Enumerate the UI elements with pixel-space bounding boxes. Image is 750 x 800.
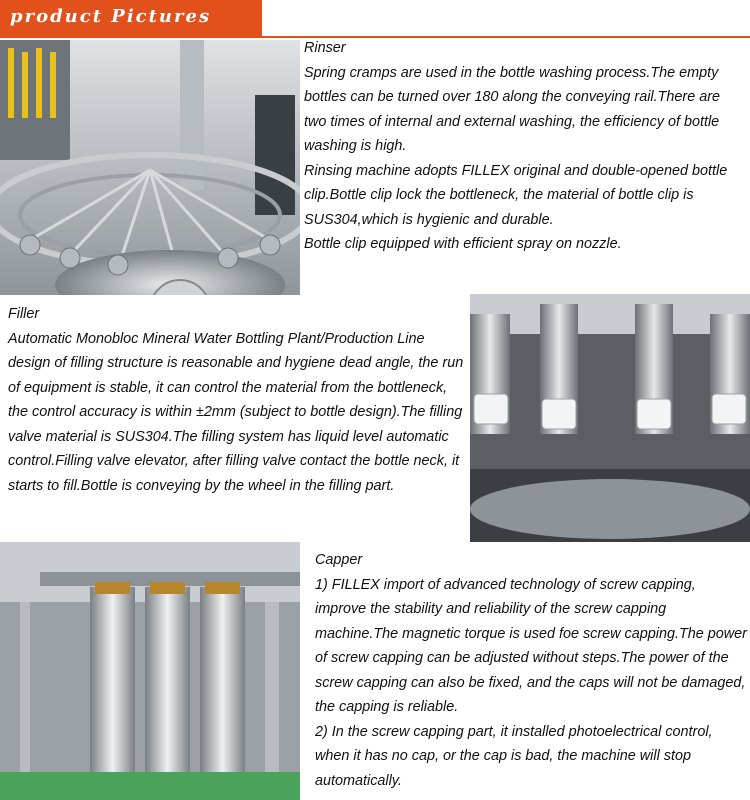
- page-title: product Pictures: [10, 6, 212, 27]
- header-tab: [0, 0, 262, 38]
- rinser-illustration: [0, 40, 300, 295]
- rinser-paragraph: Rinsing machine adopts FILLEX original and double-opened bottle clip.Bottle clip lock the bottleneck, the material of bottle clip is SUS304,which is hygienic and durable.: [304, 162, 728, 228]
- rinser-title: Rinser: [304, 40, 346, 56]
- filler-machine-photo: [470, 294, 750, 542]
- capper-paragraph: 2) In the screw capping part, it installed photoelectrical control, when it has no cap, or the cap is bad, the machine will stop automatically.: [315, 723, 713, 789]
- filler-paragraph: Automatic Monobloc Mineral Water Bottling Plant/Production Line design of filling structure is reasonable and hygiene dead angle, the run of equipment is stable, it can control the material from the bottleneck, the control accuracy is within ±2mm (subject to bottle design).The filling valve material is SUS304.The filling system has liquid level automatic control.Filling valve elevator, after filling valve contact the bottle neck, it starts to fill.Bottle is conveying by the wheel in the filling part.: [8, 330, 464, 494]
- filler-illustration: [470, 294, 750, 542]
- capper-machine-photo: [0, 542, 300, 800]
- rinser-paragraph: Spring cramps are used in the bottle washing process.The empty bottles can be turned over 180 along the conveying rail.There are two times of internal and external washing, the efficiency of bottle washing is high.: [304, 64, 720, 154]
- capper-paragraph: 1) FILLEX import of advanced technology of screw capping, improve the stability and reliability of the screw capping machine.The magnetic torque is used foe screw capping.The power of screw capping can be adjusted without steps.The power of the screw capping can also be fixed, and the caps will not be damaged, the capping is reliable.: [315, 576, 747, 715]
- rinser-paragraph: Bottle clip equipped with efficient spray on nozzle.: [304, 236, 622, 252]
- filler-title: Filler: [8, 306, 40, 322]
- rinser-description: [304, 36, 744, 257]
- section-header: [0, 0, 750, 38]
- capper-illustration: [0, 542, 300, 800]
- filler-description: [8, 302, 470, 498]
- rinser-machine-photo: [0, 40, 300, 295]
- capper-title: Capper: [315, 552, 363, 568]
- capper-description: [315, 548, 747, 793]
